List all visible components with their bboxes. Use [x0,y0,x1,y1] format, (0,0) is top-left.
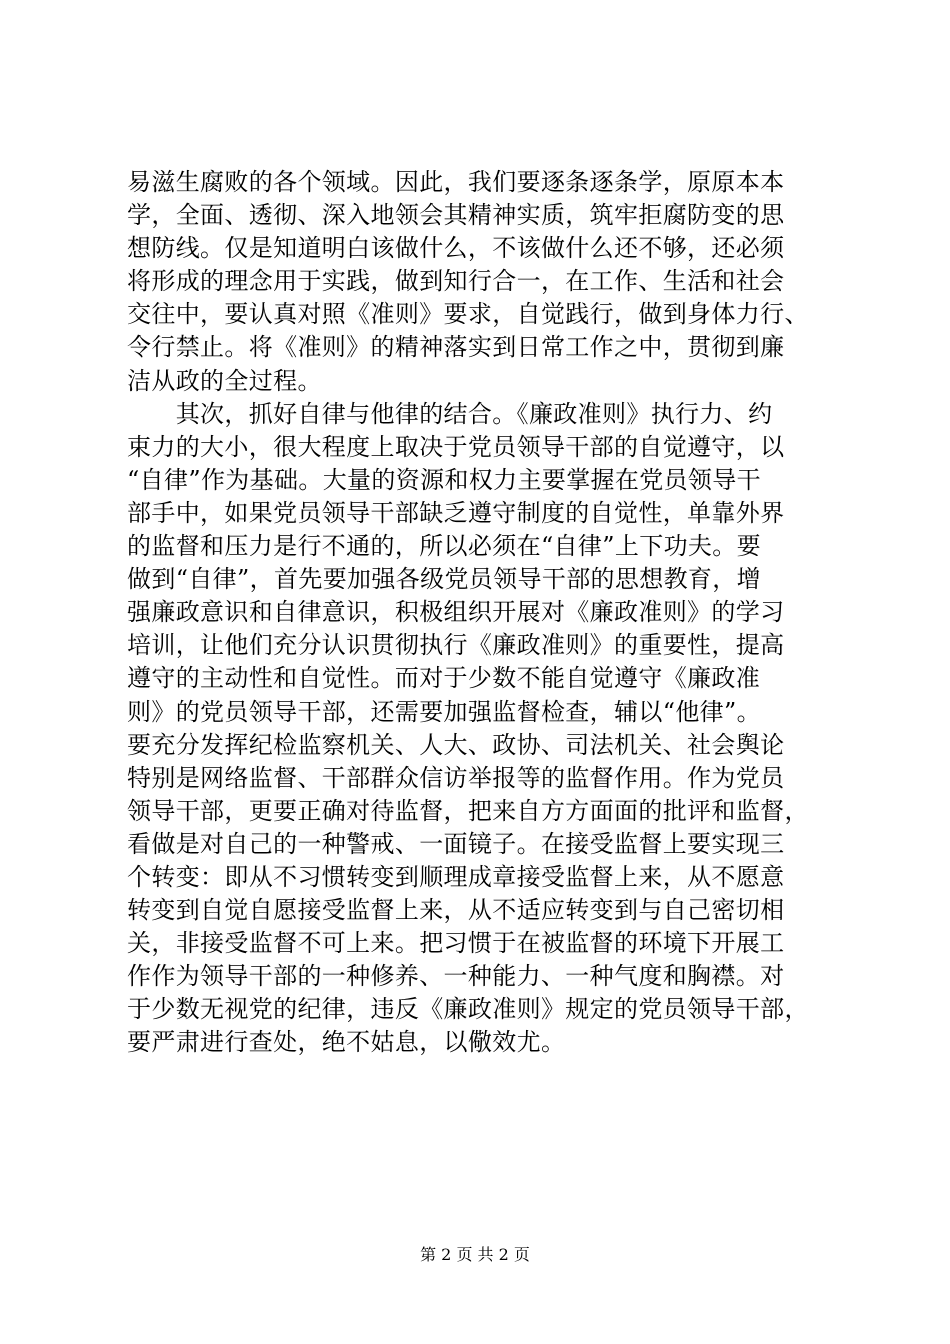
text-line: 其次，抓好自律与他律的结合。《廉政准则》执行力、约 [127,399,773,428]
text-line: 强廉政意识和自律意识，积极组织开展对《廉政准则》的学习 [127,598,785,627]
text-line: 领导干部，更要正确对待监督，把来自方方面面的批评和监督， [127,796,809,825]
text-line: 令行禁止。将《准则》的精神落实到日常工作之中，贯彻到廉 [127,333,785,362]
text-line: 学，全面、透彻、深入地领会其精神实质，筑牢拒腐防变的思 [127,201,785,230]
text-line: 将形成的理念用于实践，做到知行合一，在工作、生活和社会 [127,267,785,296]
text-line: 关，非接受监督不可上来。把习惯于在被监督的环境下开展工 [127,929,785,958]
text-line: 洁从政的全过程。 [127,366,322,395]
body-text [127,166,827,1060]
text-line: 部手中，如果党员领导干部缺乏遵守制度的自觉性，单靠外界 [127,498,785,527]
text-line: 易滋生腐败的各个领域。因此，我们要逐条逐条学，原原本本 [127,168,785,196]
text-line: 要充分发挥纪检监察机关、人大、政协、司法机关、社会舆论 [127,730,785,759]
text-line: 想防线。仅是知道明白该做什么，不该做什么还不够，还必须 [127,234,785,263]
text-line: 遵守的主动性和自觉性。而对于少数不能自觉遵守《廉政准 [127,664,761,693]
text-line: 看做是对自己的一种警戒、一面镜子。在接受监督上要实现三 [127,829,785,858]
page-number-footer: 第 2 页 共 2 页 [420,1245,530,1264]
text-line: 个转变：即从不习惯转变到顺理成章接受监督上来，从不愿意 [127,862,785,891]
text-line: “自律”作为基础。大量的资源和权力主要掌握在党员领导干 [127,465,761,494]
text-line: 做到“自律”，首先要加强各级党员领导干部的思想教育，增 [127,565,761,594]
text-line: 则》的党员领导干部，还需要加强监督检查，辅以“他律”。 [127,697,761,726]
text-line: 特别是网络监督、干部群众信访举报等的监督作用。作为党员 [127,763,785,792]
text-line: 的监督和压力是行不通的，所以必须在“自律”上下功夫。要 [127,532,761,561]
text-line: 束力的大小，很大程度上取决于党员领导干部的自觉遵守，以 [127,432,785,461]
text-line: 要严肃进行查处，绝不姑息，以儆效尤。 [127,1028,566,1057]
text-line: 培训，让他们充分认识贯彻执行《廉政准则》的重要性，提高 [127,631,785,660]
text-line: 作作为领导干部的一种修养、一种能力、一种气度和胸襟。对 [127,962,785,991]
text-line: 于少数无视党的纪律，违反《廉政准则》规定的党员领导干部， [127,995,809,1024]
text-line: 转变到自觉自愿接受监督上来，从不适应转变到与自己密切相 [127,896,785,925]
text-line: 交往中，要认真对照《准则》要求，自觉践行，做到身体力行、 [127,300,809,329]
